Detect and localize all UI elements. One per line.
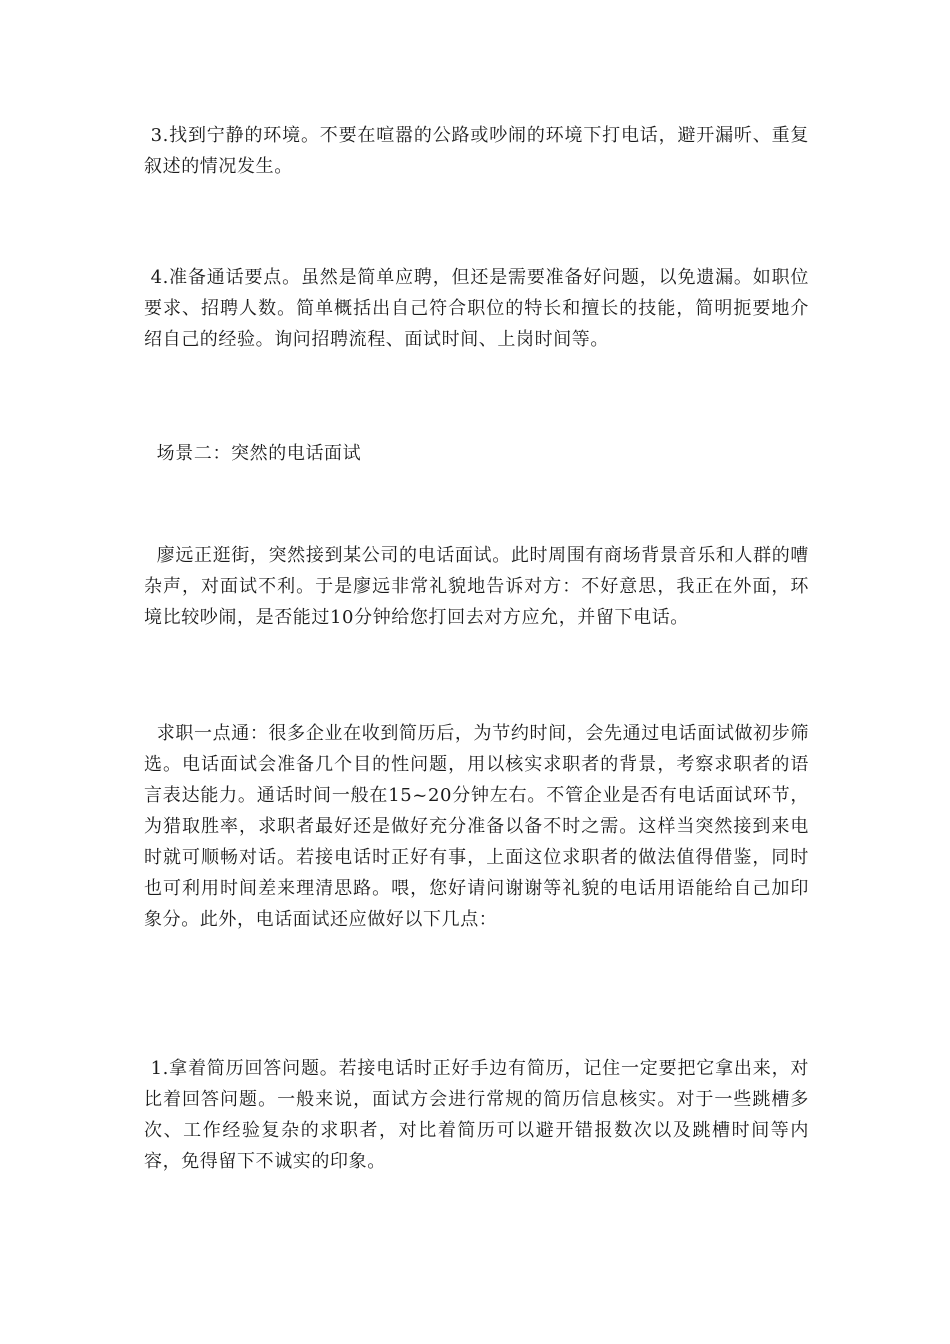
- paragraph-scenario-story: 廖远正逛街，突然接到某公司的电话面试。此时周围有商场背景音乐和人群的嘈杂声，对面试不利。于是廖远非常礼貌地告诉对方：不好意思，我正在外面，环境比较吵闹，是否能过10分钟给您打回去对方应允，并留下电话。: [144, 545, 809, 628]
- paragraph-prepare-key-points: 4.准备通话要点。虽然是简单应聘，但还是需要准备好问题，以免遗漏。如职位要求、招聘人数。简单概括出自己符合职位的特长和擅长的技能，简明扼要地介绍自己的经验。询问招聘流程、面试时间、上岗时间等。: [144, 267, 809, 350]
- paragraph-job-tips: 求职一点通：很多企业在收到简历后，为节约时间，会先通过电话面试做初步筛选。电话面试会准备几个目的性问题，用以核实求职者的背景，考察求职者的语言表达能力。通话时间一般在15~20分钟左右。不管企业是否有电话面试环节，为猎取胜率，求职者最好还是做好充分准备以备不时之需。这样当突然接到来电时就可顺畅对话。若接电话时正好有事，上面这位求职者的做法值得借鉴，同时也可利用时间差来理清思路。喂，您好请问谢谢等礼貌的电话用语能给自己加印象分。此外，电话面试还应做好以下几点：: [144, 723, 809, 930]
- section-heading-scenario-two: 场景二：突然的电话面试: [144, 443, 362, 464]
- paragraph-resume-answers: 1.拿着简历回答问题。若接电话时正好手边有简历，记住一定要把它拿出来，对比着回答问题。一般来说，面试方会进行常规的简历信息核实。对于一些跳槽多次、工作经验复杂的求职者，对比着简历可以避开错报数次以及跳槽时间等内容，免得留下不诚实的印象。: [144, 1058, 809, 1172]
- paragraph-quiet-environment: 3.找到宁静的环境。不要在喧嚣的公路或吵闹的环境下打电话，避开漏听、重复叙述的情况发生。: [144, 125, 809, 177]
